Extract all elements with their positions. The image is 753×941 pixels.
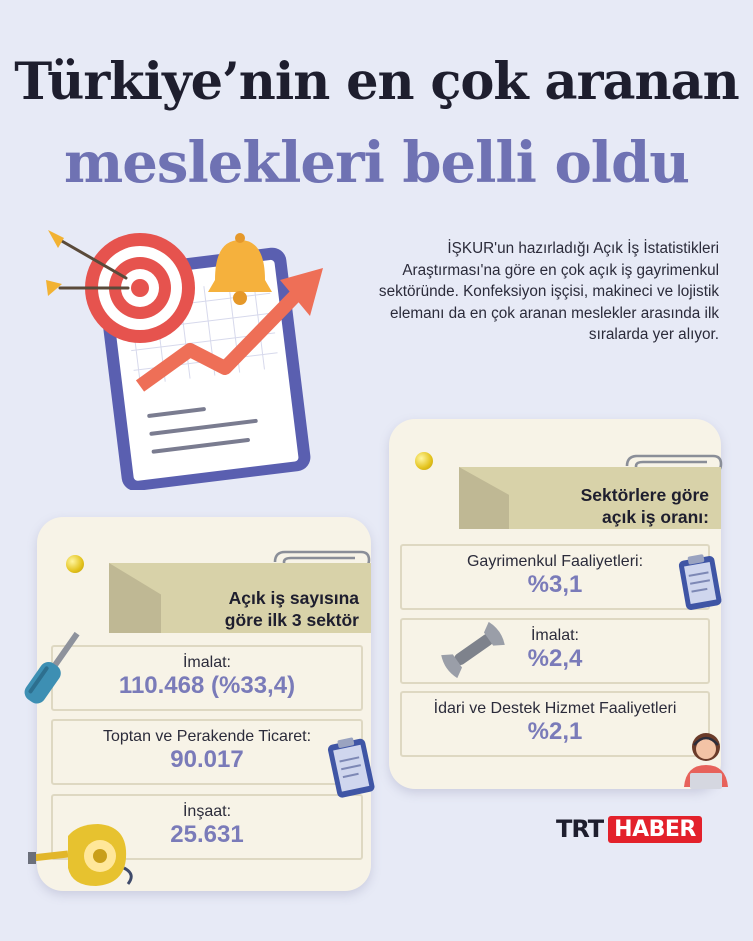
tape-measure-icon: [28, 818, 138, 892]
pushpin-icon: [415, 452, 433, 470]
pushpin-icon: [66, 555, 84, 573]
item-label: Toptan ve Perakende Ticaret:: [102, 728, 312, 745]
logo-trt: TRT: [556, 815, 604, 843]
list-item: [51, 719, 363, 785]
item-value: %2,1: [527, 718, 583, 745]
list-item: [400, 544, 710, 610]
trt-haber-logo: [556, 814, 702, 844]
item-label: İmalat:: [182, 654, 231, 671]
growth-chart-icon: [40, 218, 340, 490]
page-title-line1: Türkiye’nin en çok aranan: [14, 52, 739, 112]
item-label: Gayrimenkul Faaliyetleri:: [466, 553, 644, 570]
item-label: İnşaat:: [182, 803, 232, 820]
logo-haber: HABER: [608, 816, 702, 843]
sector-card-title: Sektörlere göre açık iş oranı:: [580, 485, 709, 527]
page-title-line2: meslekleri belli oldu: [64, 130, 689, 196]
top3-card-title: Açık iş sayısına göre ilk 3 sektör: [224, 588, 359, 630]
office-worker-icon: [676, 727, 736, 791]
item-value: %3,1: [527, 571, 583, 598]
item-value: %2,4: [527, 645, 583, 672]
item-value: 90.017: [170, 746, 244, 773]
wrench-icon: [440, 622, 506, 678]
clipboard-icon: [326, 735, 378, 799]
item-value: 110.468 (%33,4): [118, 672, 296, 699]
screwdriver-icon: [22, 624, 84, 712]
sector-rate-card: [389, 419, 721, 789]
list-item: [400, 691, 710, 757]
item-label: İmalat:: [530, 627, 579, 644]
intro-paragraph: İŞKUR'un hazırladığı Açık İş İstatistikleri Araştırması'na göre en çok açık iş gayrimenkul sektöründe. Konfeksiyon işçisi, makineci ve lojistik elemanı da en çok aranan meslekler arasında ilk sıralarda yer alıyor.: [378, 240, 719, 343]
clipboard-icon: [676, 552, 724, 612]
item-label: İdari ve Destek Hizmet Faaliyetleri: [433, 700, 677, 717]
item-value: 25.631: [170, 821, 244, 848]
list-item: [51, 645, 363, 711]
